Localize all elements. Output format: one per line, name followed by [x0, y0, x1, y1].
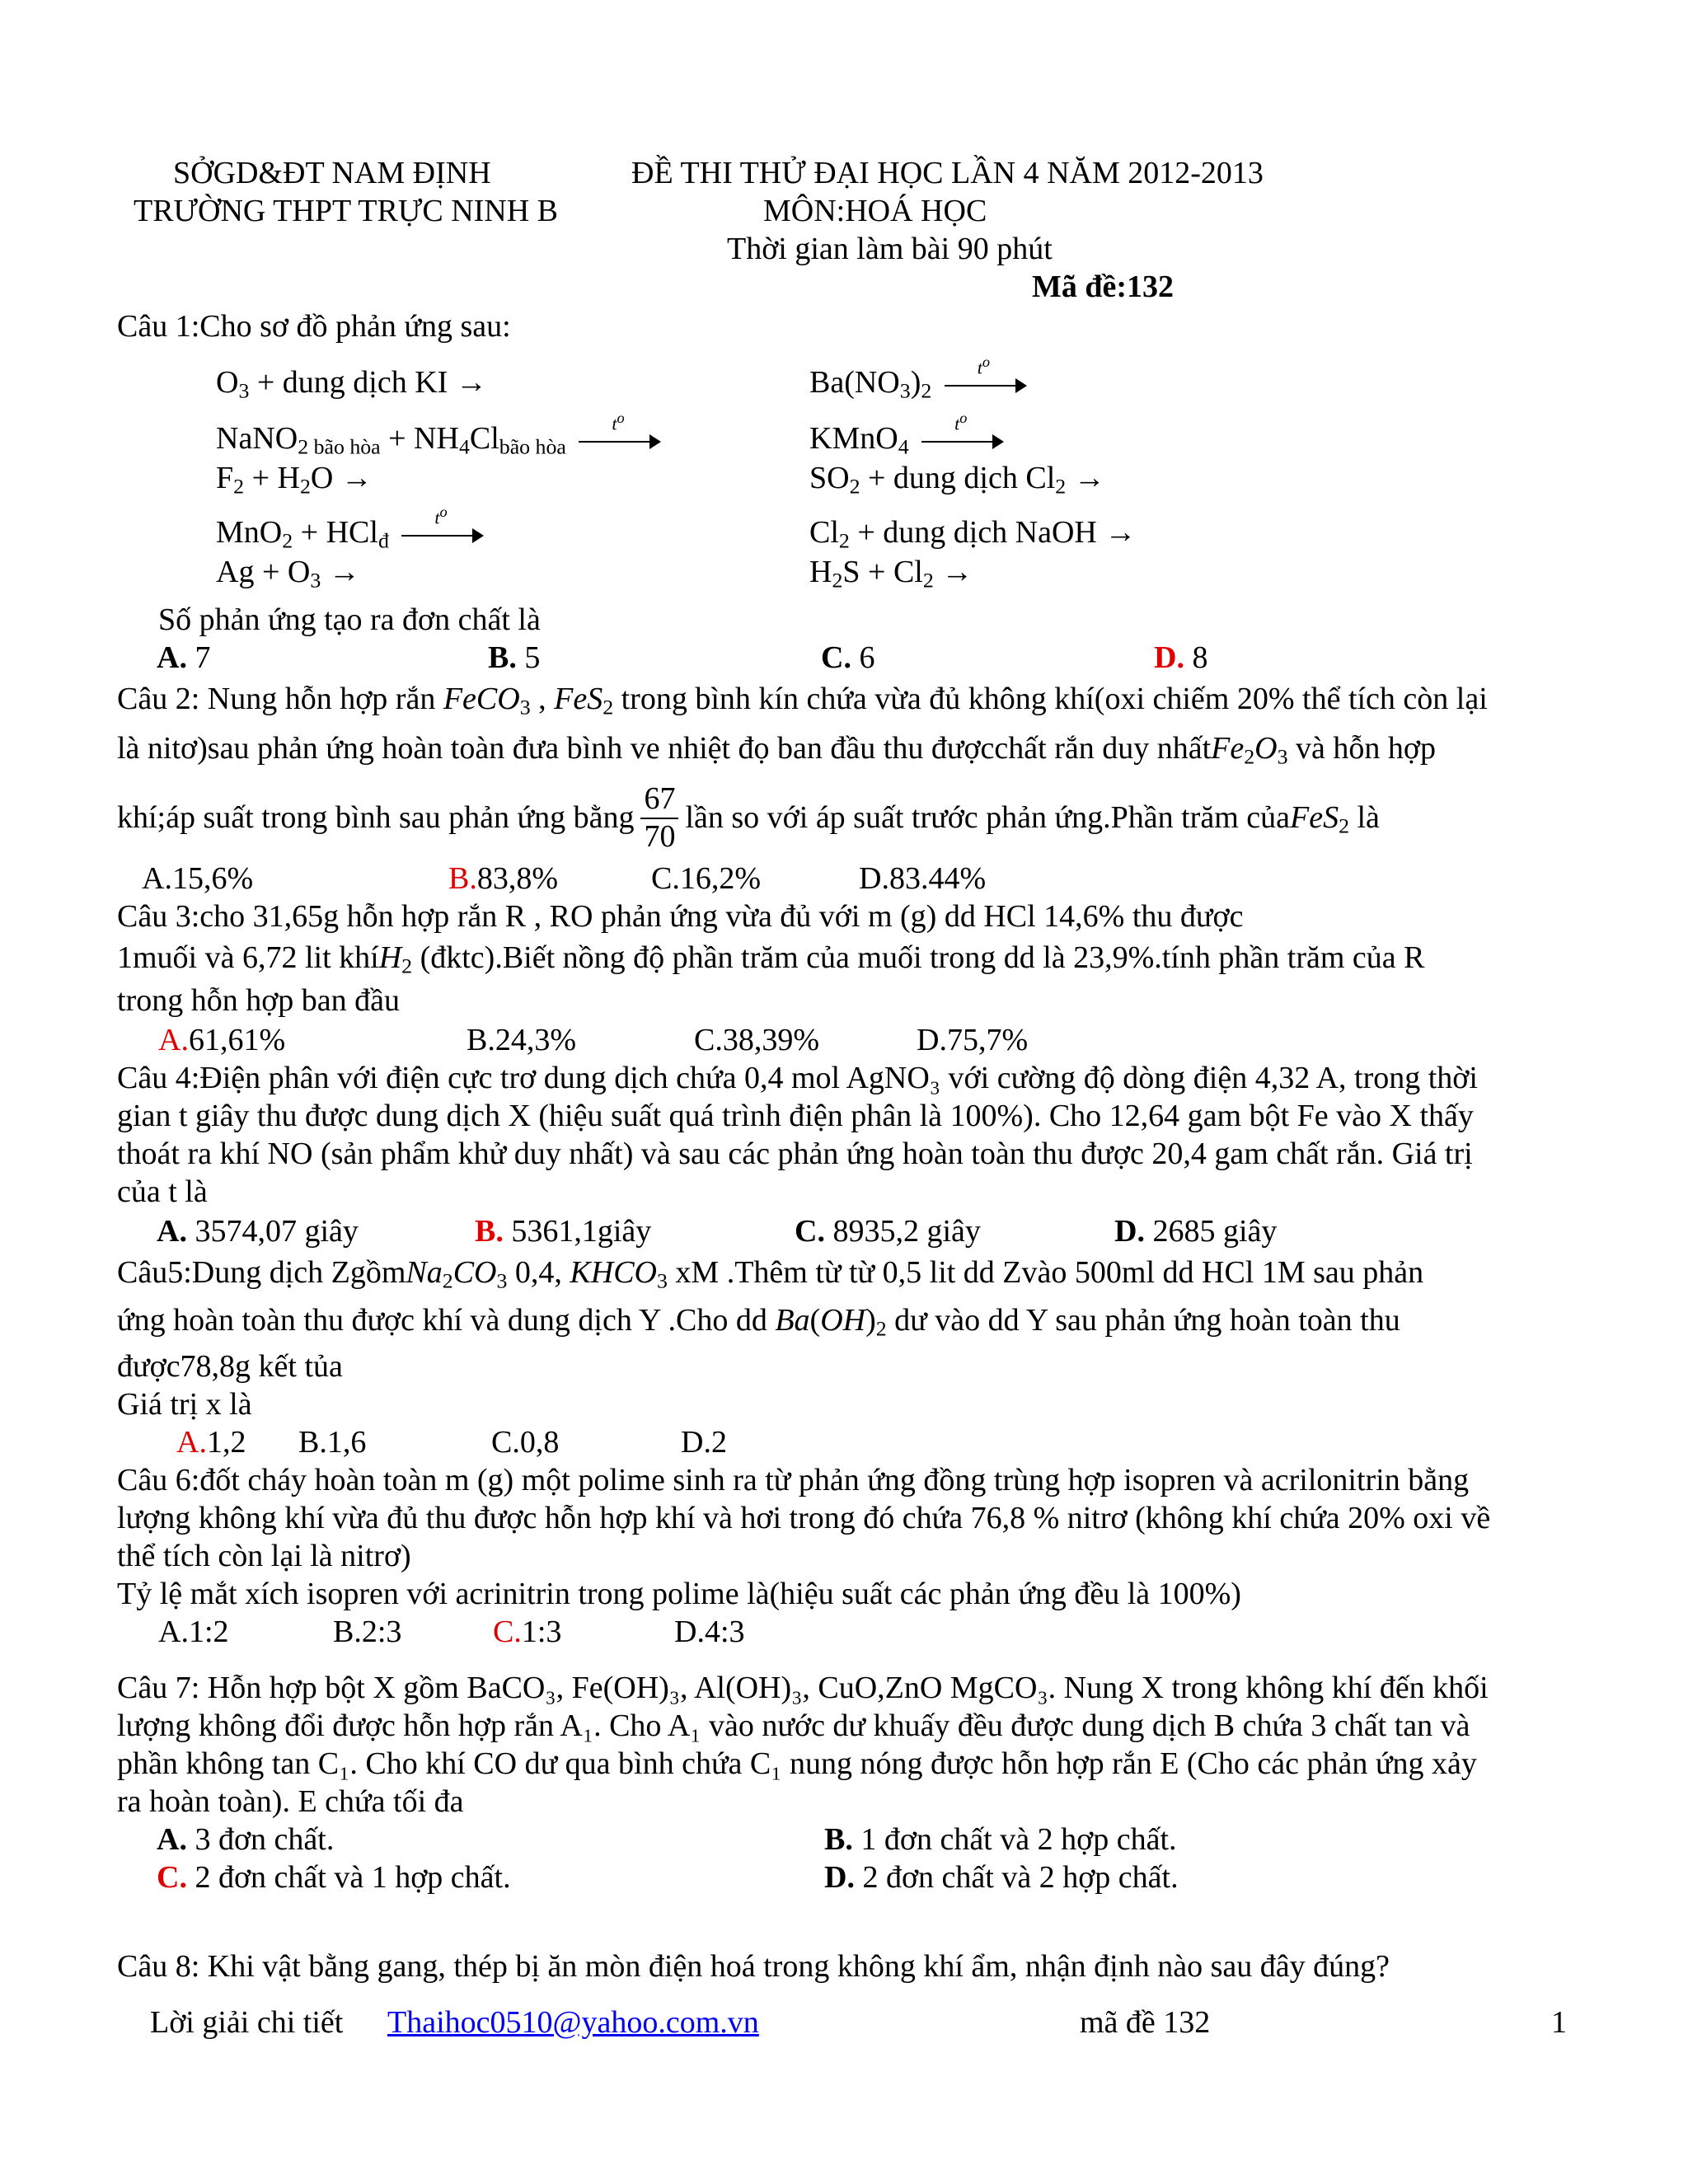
q6-line-3: thể tích còn lại là nitrơ) — [117, 1539, 411, 1573]
q2-option-c[interactable]: C.16,2% — [651, 861, 762, 896]
q1-reaction-9: $Ag + O_3$ → — [216, 555, 360, 593]
q5-line-4: Giá trị x là — [117, 1387, 252, 1422]
q3-option-a[interactable]: A.61,61% — [158, 1023, 286, 1057]
q3-option-c[interactable]: C.38,39% — [694, 1023, 820, 1057]
school-dept: SỞGD&ĐT NAM ĐỊNH — [173, 156, 491, 190]
heat-arrow-icon: $t^o$ — [401, 525, 484, 545]
q5-option-d[interactable]: D.2 — [681, 1425, 727, 1460]
q1-reaction-7: MnO$_2$ + HCl$_đ$ $t^o$ — [216, 514, 484, 552]
q3-option-b[interactable]: B.24,3% — [467, 1023, 577, 1057]
q4-option-d[interactable]: D. 2685 giây — [1114, 1214, 1278, 1249]
q4-line-4: của t là — [117, 1174, 208, 1209]
q1-reaction-10: $H_2S + Cl_2$ → — [809, 555, 973, 593]
heat-arrow-icon: $t^o$ — [921, 431, 1004, 451]
q7-line-4: ra hoàn toàn). E chứa tối đa — [117, 1784, 464, 1819]
q7-option-c[interactable]: C. 2 đơn chất và 1 hợp chất. — [157, 1860, 511, 1895]
q1-option-a[interactable]: A. 7 — [157, 640, 211, 675]
pressure-ratio-fraction: $\frac{67}{70}$ — [640, 781, 678, 855]
footer-email-link[interactable]: Thaihoc0510@yahoo.com.vn — [387, 2005, 759, 2040]
q7-option-a[interactable]: A. 3 đơn chất. — [157, 1822, 335, 1857]
q1-reaction-2: $Ba(NO_3)_2$ $t^o$ — [809, 364, 1027, 402]
q6-option-a[interactable]: A.1:2 — [158, 1615, 229, 1649]
q1-question: Số phản ứng tạo ra đơn chất là — [158, 602, 541, 637]
q4-option-b[interactable]: B. 5361,1giây — [475, 1214, 652, 1249]
q7-option-d[interactable]: D. 2 đơn chất và 2 hợp chất. — [824, 1860, 1179, 1895]
q5-option-a[interactable]: A.1,2 — [176, 1425, 246, 1460]
q2-option-b[interactable]: B.83,8% — [448, 861, 559, 896]
q5-option-b[interactable]: B.1,6 — [298, 1425, 367, 1460]
q4-line-1: Câu 4:Điện phân với điện cực trơ dung dịch chứa 0,4 mol AgNO₃ với cường độ dòng điện 4,32 A, trong thời — [117, 1061, 1478, 1095]
q1-reaction-1: $O_3$ + dung dịch KI → — [216, 365, 487, 403]
q1-reaction-8: $Cl_2$ + dung dịch NaOH → — [809, 515, 1137, 553]
q2-line-2: là nitơ)sau phản ứng hoàn toàn đưa bình ve nhiệt đọ ban đầu thu đượcchất rắn duy $nhấtFe_2O_3$ và hỗn hợp — [117, 731, 1436, 769]
q3-line-3: trong hỗn hợp ban đầu — [117, 983, 401, 1018]
q2-line-1: Câu 2: Nung hỗn hợp rắn FeCO$_3$ , FeS$_2$ trong bình kín chứa vừa đủ không khí(oxi chiếm 20% thể tích còn lại — [117, 682, 1488, 719]
duration: Thời gian làm bài 90 phút — [727, 232, 1053, 266]
heat-arrow-icon: $t^o$ — [579, 431, 661, 451]
q7-line-1: Câu 7: Hỗn hợp bột X gồm BaCO₃, Fe(OH)₃, Al(OH)₃, CuO,ZnO MgCO₃. Nung X trong không khí đến khối — [117, 1671, 1489, 1705]
exam-title: ĐỀ THI THỬ ĐẠI HỌC LẦN 4 NĂM 2012-2013 — [631, 156, 1264, 190]
footer-exam-code: mã đề 132 — [1080, 2005, 1211, 2040]
q3-line-2: 1muối và 6,72 lit khíH$_2$ (đktc).Biết nồng độ phần trăm của muối trong dd là 23,9%.tính phần trăm của R — [117, 940, 1425, 978]
q6-line-4: Tỷ lệ mắt xích isopren với acrinitrin trong polime là(hiệu suất các phản ứng đều là 100%) — [117, 1577, 1241, 1611]
q1-option-d[interactable]: D. 8 — [1154, 640, 1208, 675]
q1-reaction-4: KMnO$_4$ $t^o$ — [809, 420, 1004, 458]
q6-line-1: Câu 6:đốt cháy hoàn toàn m (g) một polime sinh ra từ phản ứng đồng trùng hợp isopren và acrilonitrin bằng — [117, 1463, 1470, 1497]
q2-option-a[interactable]: A.15,6% — [142, 861, 254, 896]
exam-code: Mã đề:132 — [1032, 269, 1175, 304]
q2-option-d[interactable]: D.83.44% — [859, 861, 987, 896]
q1-reaction-3: NaNO$_{2 bão hòa}$ + $NH_4Cl_{bão hòa}$ $t^o$ — [216, 420, 661, 458]
q1-stem: Câu 1:Cho sơ đồ phản ứng sau: — [117, 309, 511, 344]
q5-line-2: ứng hoàn toàn thu được khí và dung dịch Y .Cho dd $Ba(OH)_2$ dư vào dd Y sau phản ứng hoàn toàn thu — [117, 1303, 1400, 1341]
subject: MÔN:HOÁ HỌC — [763, 194, 987, 228]
q6-option-b[interactable]: B.2:3 — [333, 1615, 402, 1649]
page-number: 1 — [1551, 2005, 1567, 2040]
q7-line-3: phần không tan C₁. Cho khí CO dư qua bình chứa C₁ nung nóng được hỗn hợp rắn E (Cho các phản ứng xảy — [117, 1746, 1477, 1781]
q6-line-2: lượng không khí vừa đủ thu được hỗn hợp khí và hơi trong đó chứa 76,8 % nitrơ (không khí chứa 20% oxi về — [117, 1501, 1491, 1535]
q7-line-2: lượng không đổi được hỗn hợp rắn A₁. Cho A₁ vào nước dư khuấy đều được dung dịch B chứa 3 chất tan và — [117, 1708, 1470, 1743]
q7-option-b[interactable]: B. 1 đơn chất và 2 hợp chất. — [824, 1822, 1177, 1857]
q1-reaction-5: $F_2 + H_2O$ → — [216, 461, 373, 499]
q4-option-c[interactable]: C. 8935,2 giây — [795, 1214, 981, 1249]
q8-stem: Câu 8: Khi vật bằng gang, thép bị ăn mòn điện hoá trong không khí ẩm, nhận định nào sau đây đúng? — [117, 1949, 1390, 1984]
heat-arrow-icon: $t^o$ — [945, 375, 1027, 395]
q4-line-2: gian t giây thu được dung dịch X (hiệu suất quá trình điện phân là 100%). Cho 12,64 gam bột Fe vào X thấy — [117, 1099, 1474, 1133]
q1-option-b[interactable]: B. 5 — [488, 640, 541, 675]
q1-reaction-6: $SO_2$ + dung dịch $Cl_2$ → — [809, 461, 1105, 499]
q5-line-1: Câu5:Dung dịch $ZgồmNa_2CO_3$ 0,4, $KHCO_3$ xM .Thêm từ từ 0,5 lit dd Zvào 500ml dd HCl 1M sau phản — [117, 1255, 1424, 1293]
q6-option-d[interactable]: D.4:3 — [674, 1615, 745, 1649]
q3-line-1: Câu 3:cho 31,65g hỗn hợp rắn R , RO phản ứng vừa đủ với m (g) dd HCl 14,6% thu được — [117, 899, 1244, 934]
q4-option-a[interactable]: A. 3574,07 giây — [157, 1214, 359, 1249]
q1-option-c[interactable]: C. 6 — [821, 640, 875, 675]
school-name: TRƯỜNG THPT TRỰC NINH B — [134, 194, 559, 228]
footer-label: Lời giải chi tiết — [150, 2005, 344, 2040]
q2-line-3: khí;áp suất trong bình sau phản ứng bằng $\frac{67}{70}$ lần so với áp suất trước phản ứng.Phần trăm củaFeS$_2$ là — [117, 781, 1380, 854]
q6-option-c[interactable]: C.1:3 — [493, 1615, 562, 1649]
q4-line-3: thoát ra khí NO (sản phẩm khử duy nhất) và sau các phản ứng hoàn toàn thu được 20,4 gam chất rắn. Giá trị — [117, 1137, 1473, 1171]
q5-option-c[interactable]: C.0,8 — [491, 1425, 560, 1460]
q3-option-d[interactable]: D.75,7% — [917, 1023, 1029, 1057]
q5-line-3: được78,8g kết tủa — [117, 1349, 343, 1384]
